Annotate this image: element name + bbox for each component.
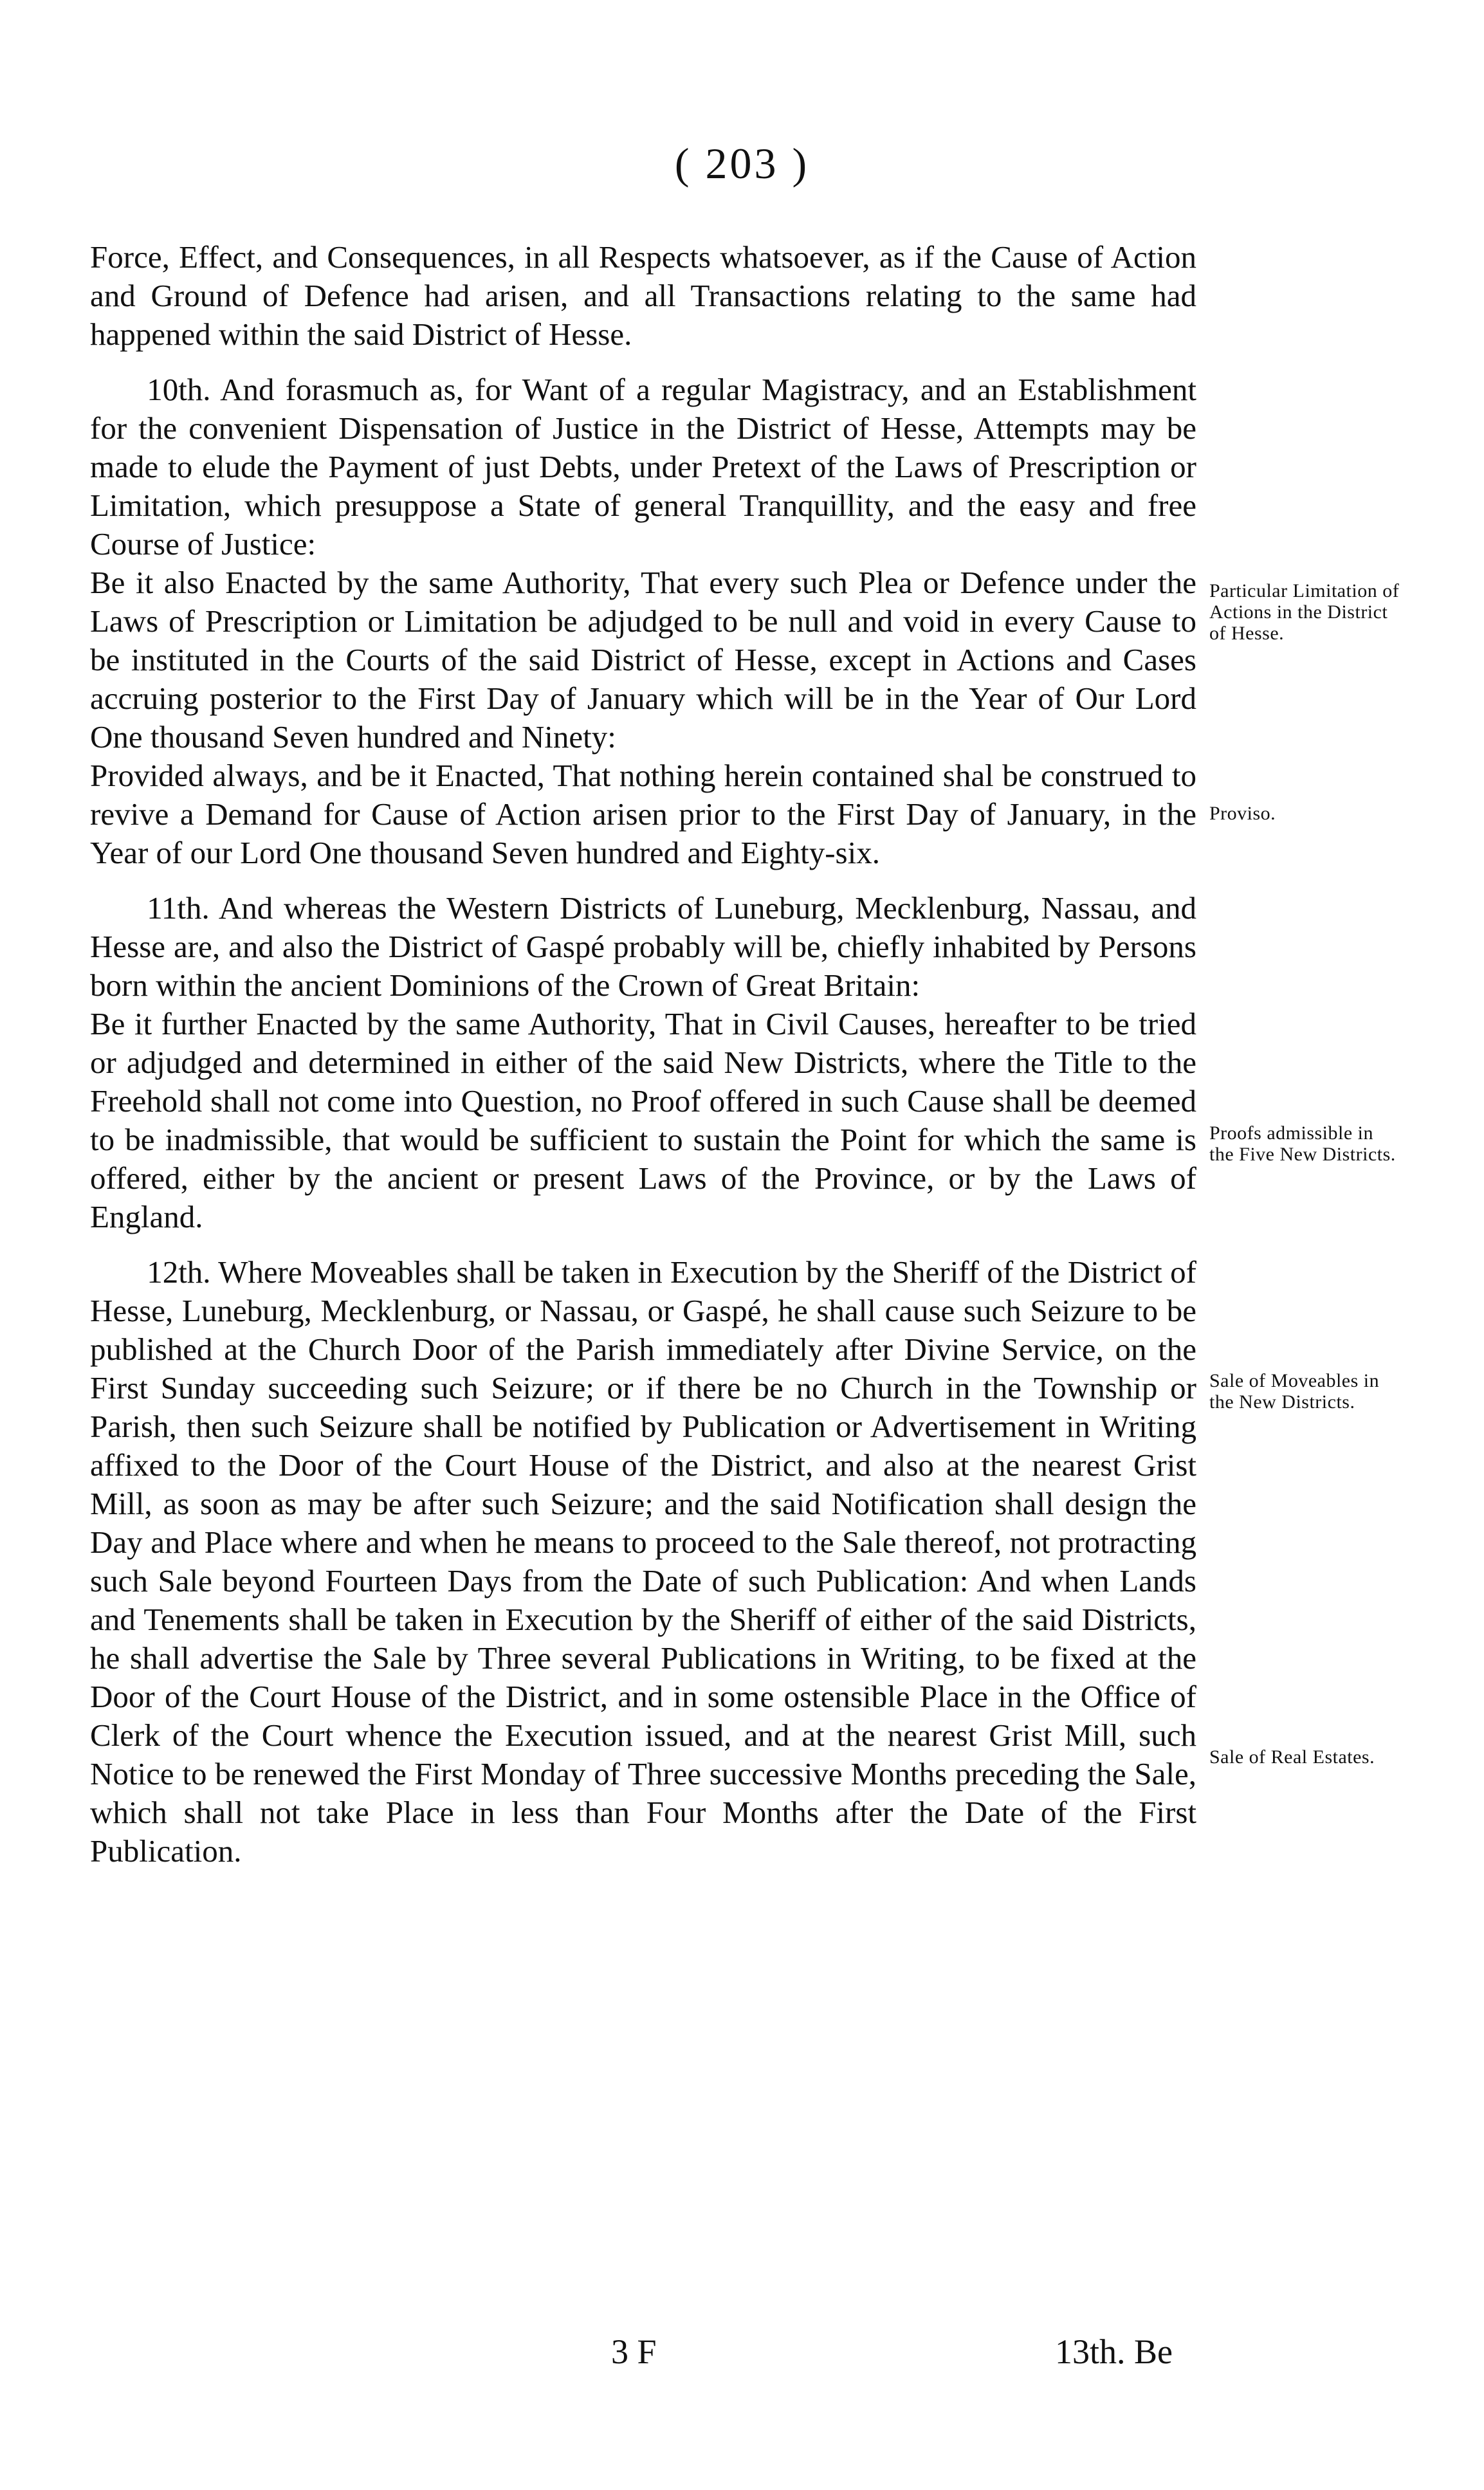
body-text bbox=[90, 238, 1196, 1871]
page-number: ( 203 ) bbox=[674, 139, 810, 188]
paragraph-12th: 12th. Where Moveables shall be taken in Execution by the Sheriff of the District of Hesse, Luneburg, Mecklenburg, or Nassau, or Gaspé, he shall cause such Seizure to be published at the Church Door of the Parish immediately after Divine Service, on the First Sunday succeeding such Seizure; or if there be no Church in the Township or Parish, then such Seizure shall be notified by Publication or Advertisement in Writing affixed to the Door of the Court House of the District, and also at the nearest Grist Mill, as soon as may be after such Seizure; and the said Notification shall design the Day and Place where and when he means to proceed to the Sale thereof, not protracting such Sale beyond Fourteen Days from the Date of such Publication: And when Lands and Tenements shall be taken in Execution by the Sheriff of either of the said Districts, he shall advertise the Sale by Three several Publications in Writing, to be fixed at the Door of the Court House of the District, and in some ostensible Place in the Office of Clerk of the Court whence the Execution issued, and at the nearest Grist Mill, such Notice to be renewed the First Monday of Three successive Months preceding the Sale, which shall not take Place in less than Four Months after the Date of the First Publication. bbox=[90, 1254, 1196, 1869]
paragraph-enactment-limitation: Be it also Enacted by the same Authority, That every such Plea or Defence under the Laws of Prescription or Limitation be adjudged to be null and void in every Cause to be instituted in the Courts of the said District of Hesse, except in Actions and Cases accruing posterior to the First Day of January which will be in the Year of Our Lord One thousand Seven hundred and Ninety: bbox=[90, 565, 1196, 755]
catchword: 13th. Be bbox=[1055, 2332, 1173, 2371]
margin-note-moveables: Sale of Moveables in the New Districts. bbox=[1209, 1370, 1380, 1413]
paragraph-enactment-proofs: Be it further Enacted by the same Authority, That in Civil Causes, hereafter to be tried or adjudged and determined in either of the said New Districts, where the Title to the Freehold shall not come into Question, no Proof offered in such Cause shall be deemed to be inadmissible, that would be sufficient to sustain the Point for which the same is offered, either by the ancient or present Laws of the Province, or by the Laws of England. bbox=[90, 1006, 1196, 1234]
margin-note-proviso: Proviso. bbox=[1209, 803, 1276, 824]
paragraph-11th: 11th. And whereas the Western Districts of Luneburg, Mecklenburg, Nassau, and Hesse are, and also the District of Gaspé probably will be, chiefly inhabited by Persons born within the ancient Dominions of the Crown of Great Britain: bbox=[90, 890, 1196, 1003]
margin-note-real-estates: Sale of Real Estates. bbox=[1209, 1746, 1375, 1768]
margin-note-proofs: Proofs admissible in the Five New Districts. bbox=[1209, 1122, 1396, 1165]
signature-mark: 3 F bbox=[611, 2332, 657, 2371]
paragraph-continuation: Force, Effect, and Consequences, in all Respects whatsoever, as if the Cause of Action and Ground of Defence had arisen, and all Transactions relating to the same had happened within the said District of Hesse. bbox=[90, 239, 1196, 352]
margin-note-limitation: Particular Limitation of Actions in the District of Hesse. bbox=[1209, 580, 1400, 644]
paragraph-10th: 10th. And forasmuch as, for Want of a regular Magistracy, and an Establishment for the convenient Dispensation of Justice in the District of Hesse, Attempts may be made to elude the Payment of just Debts, under Pretext of the Laws of Prescription or Limitation, which presuppose a State of general Tranquillity, and the easy and free Course of Justice: bbox=[90, 372, 1196, 562]
paragraph-proviso: Provided always, and be it Enacted, That nothing herein contained shal be construed to revive a Demand for Cause of Action arisen prior to the First Day of January, in the Year of our Lord One thousand Seven hundred and Eighty-six. bbox=[90, 758, 1196, 870]
